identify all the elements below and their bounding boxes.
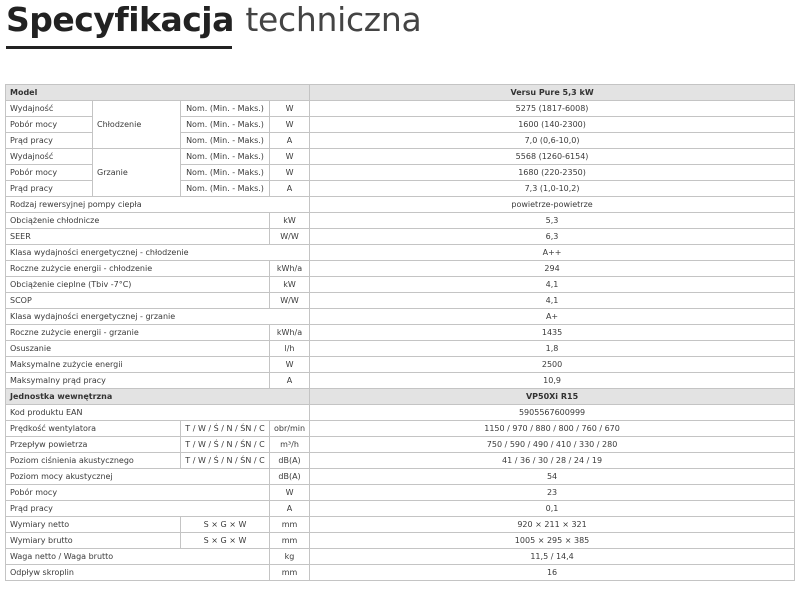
unit-cell: l/h — [270, 341, 310, 357]
dimension-row — [6, 533, 795, 549]
unit-cell: mm — [270, 565, 310, 581]
unit-cell: dB(A) — [270, 469, 310, 485]
model-header-row — [6, 85, 795, 101]
param-label: Roczne zużycie energii - chłodzenie — [6, 261, 270, 277]
value-cell: 7,0 (0,6-10,0) — [310, 133, 795, 149]
param-label: Obciążenie cieplne (Tbiv -7°C) — [6, 277, 270, 293]
unit-cell: A — [270, 373, 310, 389]
value-cell: 1600 (140-2300) — [310, 117, 795, 133]
unit-cell: kWh/a — [270, 325, 310, 341]
title-underline — [6, 46, 232, 49]
value-cell: 1,8 — [310, 341, 795, 357]
value-cell: 54 — [310, 469, 795, 485]
value-cell: A+ — [310, 309, 795, 325]
unit-cell: kW — [270, 213, 310, 229]
param-label: Kod produktu EAN — [6, 405, 310, 421]
spec-row — [6, 277, 795, 293]
mode-label: T / W / Ś / N / ŚN / C — [181, 437, 270, 453]
value-cell: A++ — [310, 245, 795, 261]
param-label: Roczne zużycie energii - grzanie — [6, 325, 270, 341]
value-cell: 750 / 590 / 490 / 410 / 330 / 280 — [310, 437, 795, 453]
unit-cell: A — [270, 501, 310, 517]
param-label: Poziom mocy akustycznej — [6, 469, 270, 485]
spec-row — [6, 213, 795, 229]
param-label: Maksymalny prąd pracy — [6, 373, 270, 389]
param-label: Waga netto / Waga brutto — [6, 549, 270, 565]
unit-cell: W — [270, 101, 310, 117]
value-cell: 920 × 211 × 321 — [310, 517, 795, 533]
value-cell: 41 / 36 / 30 / 28 / 24 / 19 — [310, 453, 795, 469]
spec-row — [6, 341, 795, 357]
value-cell: 4,1 — [310, 293, 795, 309]
mode-label: T / W / Ś / N / ŚN / C — [181, 453, 270, 469]
page-title — [6, 0, 421, 48]
dimension-row — [6, 517, 795, 533]
param-label: Prąd pracy — [6, 181, 93, 197]
unit-cell: m³/h — [270, 437, 310, 453]
mode-label: Nom. (Min. - Maks.) — [181, 117, 270, 133]
param-label: Klasa wydajności energetycznej - grzanie — [6, 309, 310, 325]
param-label: Pobór mocy — [6, 117, 93, 133]
unit-cell: A — [270, 133, 310, 149]
spec-row — [6, 501, 795, 517]
unit-cell: kW — [270, 277, 310, 293]
mode-label: S × G × W — [181, 533, 270, 549]
indoor-header-row — [6, 389, 795, 405]
spec-row — [6, 549, 795, 565]
param-label: Przepływ powietrza — [6, 437, 181, 453]
param-label: SEER — [6, 229, 270, 245]
cooling-class-row — [6, 245, 795, 261]
unit-cell: A — [270, 181, 310, 197]
param-label: Pobór mocy — [6, 165, 93, 181]
param-label: Maksymalne zużycie energii — [6, 357, 270, 373]
param-label: Obciążenie chłodnicze — [6, 213, 270, 229]
param-label: Pobór mocy — [6, 485, 270, 501]
param-label: Odpływ skroplin — [6, 565, 270, 581]
value-cell: 1435 — [310, 325, 795, 341]
spec-row — [6, 229, 795, 245]
param-label: Prędkość wentylatora — [6, 421, 181, 437]
value-cell: 1680 (220-2350) — [310, 165, 795, 181]
spec-table-body — [6, 85, 795, 581]
fan-row — [6, 437, 795, 453]
pump-type-row — [6, 197, 795, 213]
param-label: Klasa wydajności energetycznej - chłodzenie — [6, 245, 310, 261]
unit-cell: dB(A) — [270, 453, 310, 469]
value-cell: 2500 — [310, 357, 795, 373]
heating-class-row — [6, 309, 795, 325]
value-cell: 23 — [310, 485, 795, 501]
value-cell: 0,1 — [310, 501, 795, 517]
value-cell: 1150 / 970 / 880 / 800 / 760 / 670 — [310, 421, 795, 437]
ean-row — [6, 405, 795, 421]
unit-cell: W — [270, 485, 310, 501]
fan-row — [6, 421, 795, 437]
title-bold: Specyfikacja — [6, 0, 234, 39]
unit-cell: mm — [270, 517, 310, 533]
unit-cell: kg — [270, 549, 310, 565]
mode-label: Nom. (Min. - Maks.) — [181, 181, 270, 197]
fan-row — [6, 453, 795, 469]
param-label: Poziom ciśnienia akustycznego — [6, 453, 181, 469]
unit-cell: mm — [270, 533, 310, 549]
value-cell: 5,3 — [310, 213, 795, 229]
value-cell: powietrze-powietrze — [310, 197, 795, 213]
mode-label: Nom. (Min. - Maks.) — [181, 165, 270, 181]
model-value: Versu Pure 5,3 kW — [310, 85, 795, 101]
cooling-group-label: Chłodzenie — [93, 101, 181, 149]
value-cell: 10,9 — [310, 373, 795, 389]
spec-row — [6, 485, 795, 501]
unit-cell: obr/min — [270, 421, 310, 437]
param-label: Rodzaj rewersyjnej pompy ciepła — [6, 197, 310, 213]
param-label: Wydajność — [6, 149, 93, 165]
param-label: Prąd pracy — [6, 133, 93, 149]
param-label: Wymiary brutto — [6, 533, 181, 549]
mode-label: Nom. (Min. - Maks.) — [181, 101, 270, 117]
mode-label: T / W / Ś / N / ŚN / C — [181, 421, 270, 437]
spec-row — [6, 469, 795, 485]
spec-row — [6, 293, 795, 309]
value-cell: 11,5 / 14,4 — [310, 549, 795, 565]
unit-cell: W/W — [270, 229, 310, 245]
indoor-unit-value: VP50Xi R15 — [310, 389, 795, 405]
spec-row — [6, 261, 795, 277]
param-label: Prąd pracy — [6, 501, 270, 517]
unit-cell: W — [270, 357, 310, 373]
value-cell: 1005 × 295 × 385 — [310, 533, 795, 549]
unit-cell: W/W — [270, 293, 310, 309]
unit-cell: W — [270, 117, 310, 133]
param-label: Wydajność — [6, 101, 93, 117]
spec-row — [6, 565, 795, 581]
unit-cell: W — [270, 149, 310, 165]
cooling-row — [6, 101, 795, 117]
value-cell: 5905567600999 — [310, 405, 795, 421]
value-cell: 7,3 (1,0-10,2) — [310, 181, 795, 197]
value-cell: 6,3 — [310, 229, 795, 245]
spec-row — [6, 357, 795, 373]
spec-row — [6, 373, 795, 389]
param-label: SCOP — [6, 293, 270, 309]
heating-group-label: Grzanie — [93, 149, 181, 197]
value-cell: 294 — [310, 261, 795, 277]
model-label: Model — [6, 85, 310, 101]
unit-cell: kWh/a — [270, 261, 310, 277]
value-cell: 5275 (1817-6008) — [310, 101, 795, 117]
unit-cell: W — [270, 165, 310, 181]
spec-row — [6, 325, 795, 341]
mode-label: S × G × W — [181, 517, 270, 533]
heating-row — [6, 149, 795, 165]
mode-label: Nom. (Min. - Maks.) — [181, 133, 270, 149]
spec-table — [5, 84, 795, 581]
value-cell: 5568 (1260-6154) — [310, 149, 795, 165]
value-cell: 16 — [310, 565, 795, 581]
indoor-unit-label: Jednostka wewnętrzna — [6, 389, 310, 405]
value-cell: 4,1 — [310, 277, 795, 293]
title-light: techniczna — [245, 0, 422, 39]
param-label: Osuszanie — [6, 341, 270, 357]
param-label: Wymiary netto — [6, 517, 181, 533]
mode-label: Nom. (Min. - Maks.) — [181, 149, 270, 165]
